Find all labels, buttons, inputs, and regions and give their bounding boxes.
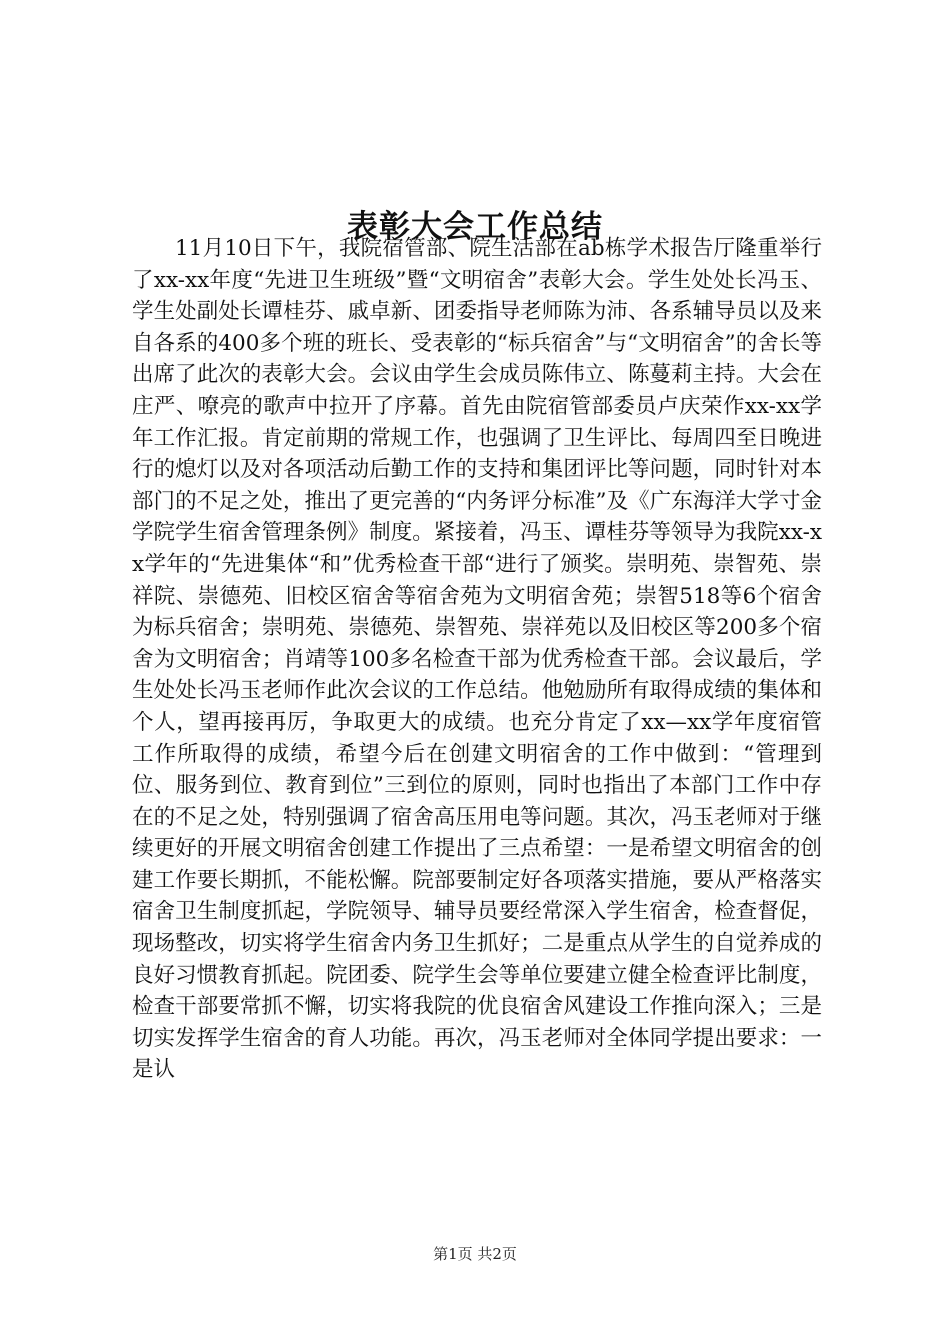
- page-footer: 第1页 共2页: [433, 1245, 517, 1263]
- document-title: 表彰大会工作总结: [347, 208, 603, 245]
- document-body-paragraph: 11月10日下午，我院宿管部、院生活部在ab栋学术报告厅隆重举行了xx-xx年度“先进卫生班级”暨“文明宿舍”表彰大会。学生处处长冯玉、学生处副处长谭桂芬、戚卓新、团委指导老师陈为沛、各系辅导员以及来自各系的400多个班的班长、受表彰的“标兵宿舍”与“文明宿舍”的舍长等出席了此次的表彰大会。会议由学生会成员陈伟立、陈蔓莉主持。大会在庄严、嘹亮的歌声中拉开了序幕。首先由院宿管部委员卢庆荣作xx-xx学年工作汇报。肯定前期的常规工作，也强调了卫生评比、每周四至日晚进行的熄灯以及对各项活动后勤工作的支持和集团评比等问题，同时针对本部门的不足之处，推出了更完善的“内务评分标准”及《广东海洋大学寸金学院学生宿舍管理条例》制度。紧接着，冯玉、谭桂芬等领导为我院xx-xx学年的“先进集体“和”优秀检查干部“进行了颁奖。崇明苑、崇智苑、崇祥院、崇德苑、旧校区宿舍等宿舍苑为文明宿舍苑；崇智518等6个宿舍为标兵宿舍；崇明苑、崇德苑、崇智苑、崇祥苑以及旧校区等200多个宿舍为文明宿舍；肖靖等100多名检查干部为优秀检查干部。会议最后，学生处处长冯玉老师作此次会议的工作总结。他勉励所有取得成绩的集体和个人，望再接再厉，争取更大的成绩。也充分肯定了xx—xx学年度宿管工作所取得的成绩，希望今后在创建文明宿舍的工作中做到：“管理到位、服务到位、教育到位”三到位的原则，同时也指出了本部门工作中存在的不足之处，特别强调了宿舍高压用电等问题。其次，冯玉老师对于继续更好的开展文明宿舍创建工作提出了三点希望：一是希望文明宿舍的创建工作要长期抓，不能松懈。院部要制定好各项落实措施，要从严格落实宿舍卫生制度抓起，学院领导、辅导员要经常深入学生宿舍，检查督促，现场整改，切实将学生宿舍内务卫生抓好；二是重点从学生的自觉养成的良好习惯教育抓起。院团委、院学生会等单位要建立健全检查评比制度，检查干部要常抓不懈，切实将我院的优良宿舍风建设工作推向深入；三是切实发挥学生宿舍的育人功能。再次，冯玉老师对全体同学提出要求：一是认: [132, 236, 822, 1083]
